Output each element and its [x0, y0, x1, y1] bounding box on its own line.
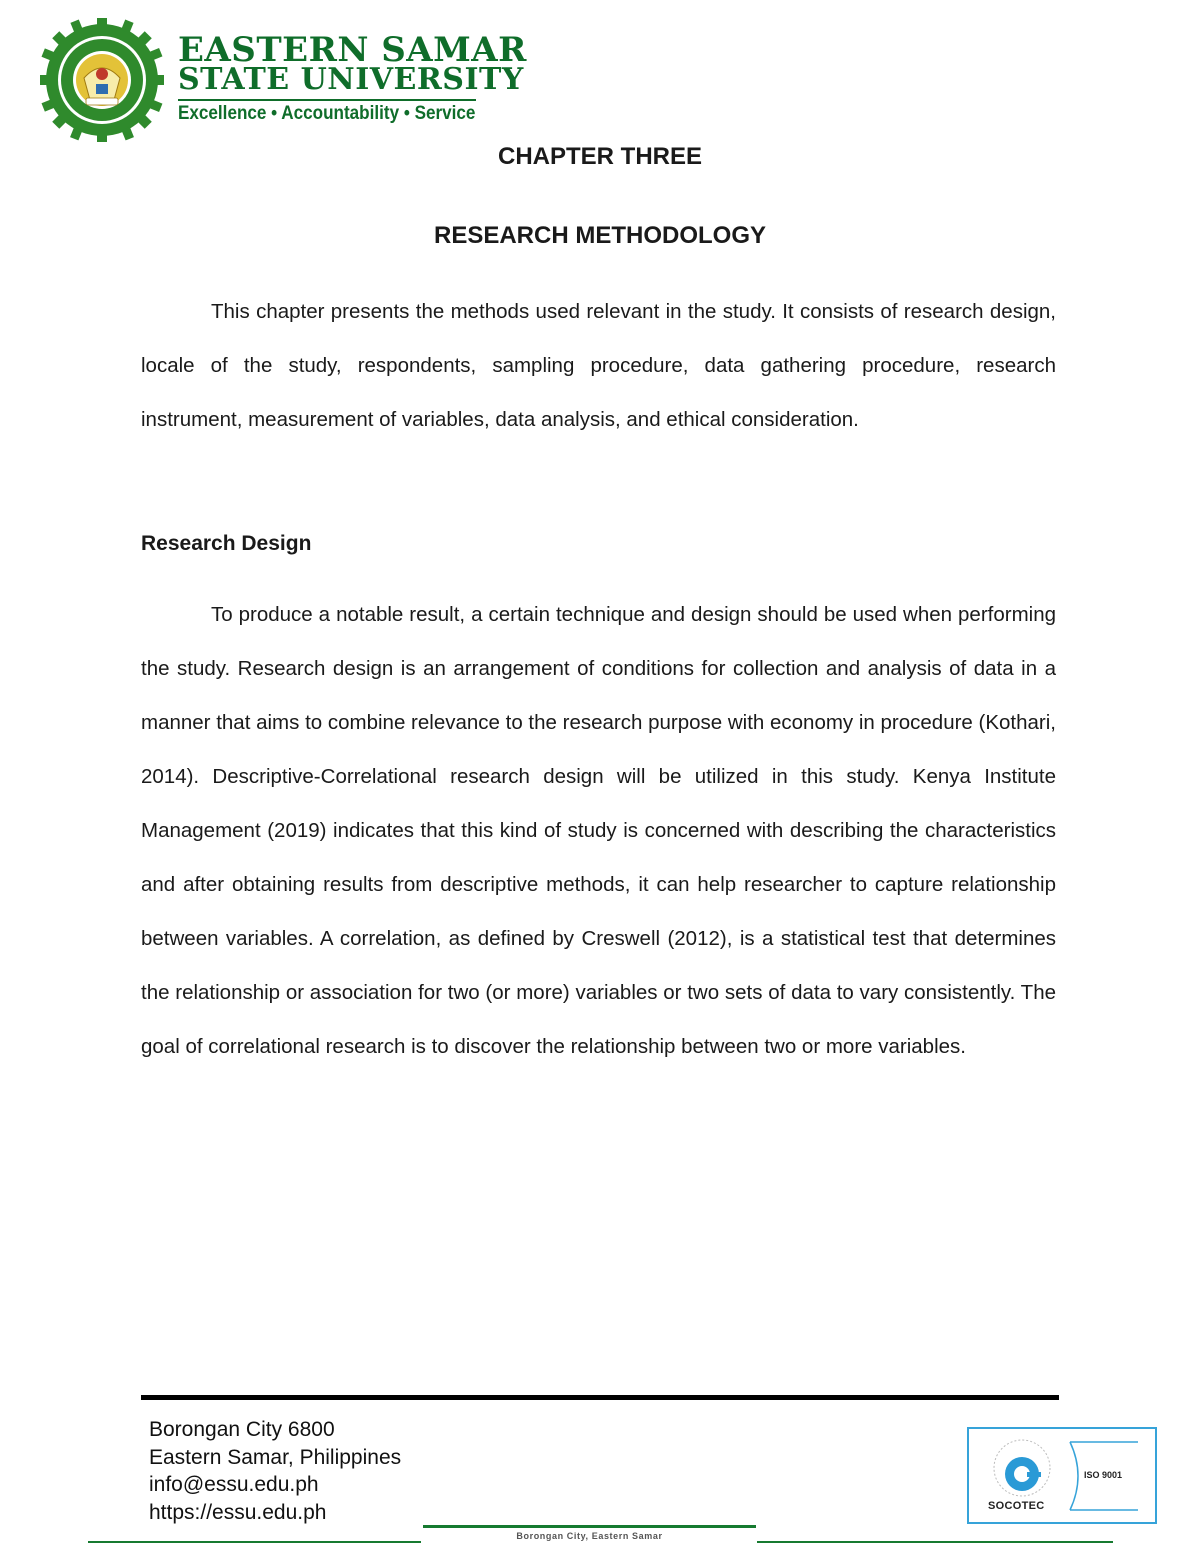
university-seal-icon: [40, 18, 164, 142]
chapter-number-title: CHAPTER THREE: [497, 143, 702, 170]
footer-address-line2: Eastern Samar, Philippines: [149, 1446, 402, 1469]
footer-green-line-center: [423, 1525, 756, 1528]
footer-green-line-right: [757, 1541, 1113, 1543]
chapter-title: RESEARCH METHODOLOGY: [433, 222, 766, 249]
intro-paragraph: This chapter presents the methods used relevant in the study. It consists of research design, locale of the study, respondents, sampling procedure, data gathering procedure, research instrument, measurement of variables, data analysis, and ethical consideration.: [141, 300, 1056, 431]
certification-body-label: SOCOTEC: [988, 1500, 1045, 1512]
university-tagline: Excellence • Accountability • Service: [178, 103, 476, 124]
footer-website: https://essu.edu.ph: [149, 1501, 327, 1524]
footer-divider: [141, 1395, 1059, 1400]
section-heading-research-design: Research Design: [141, 532, 312, 555]
footer-address-line1: Borongan City 6800: [149, 1418, 335, 1441]
iso-standard-label: ISO 9001: [1084, 1470, 1123, 1480]
header-divider: [178, 99, 476, 101]
footer-email: info@essu.edu.ph: [149, 1473, 319, 1496]
university-name-line2: STATE UNIVERSITY: [178, 62, 524, 97]
footer-green-line-left: [88, 1541, 421, 1543]
section-body-research-design: To produce a notable result, a certain technique and design should be used when performing the study. Research design is an arrangement of conditions for collection and analysis of data in a manner that aims to combine relevance to the research purpose with economy in procedure (Kothari, 2014). Descriptive-Correlational research design will be utilized in this study. Kenya Institute Management (2019) indicates that this kind of study is concerned with describing the characteristics and after obtaining results from descriptive methods, it can help researcher to capture relationship between variables. A correlation, as defined by Creswell (2012), is a statistical test that determines the relationship or association for two (or more) variables or two sets of data to vary consistently. The goal of correlational research is to discover the relationship between two or more variables.: [141, 603, 1057, 1058]
footer-bottom-city: Borongan City, Eastern Samar: [516, 1531, 663, 1541]
university-name-line1: EASTERN SAMAR: [178, 30, 527, 70]
